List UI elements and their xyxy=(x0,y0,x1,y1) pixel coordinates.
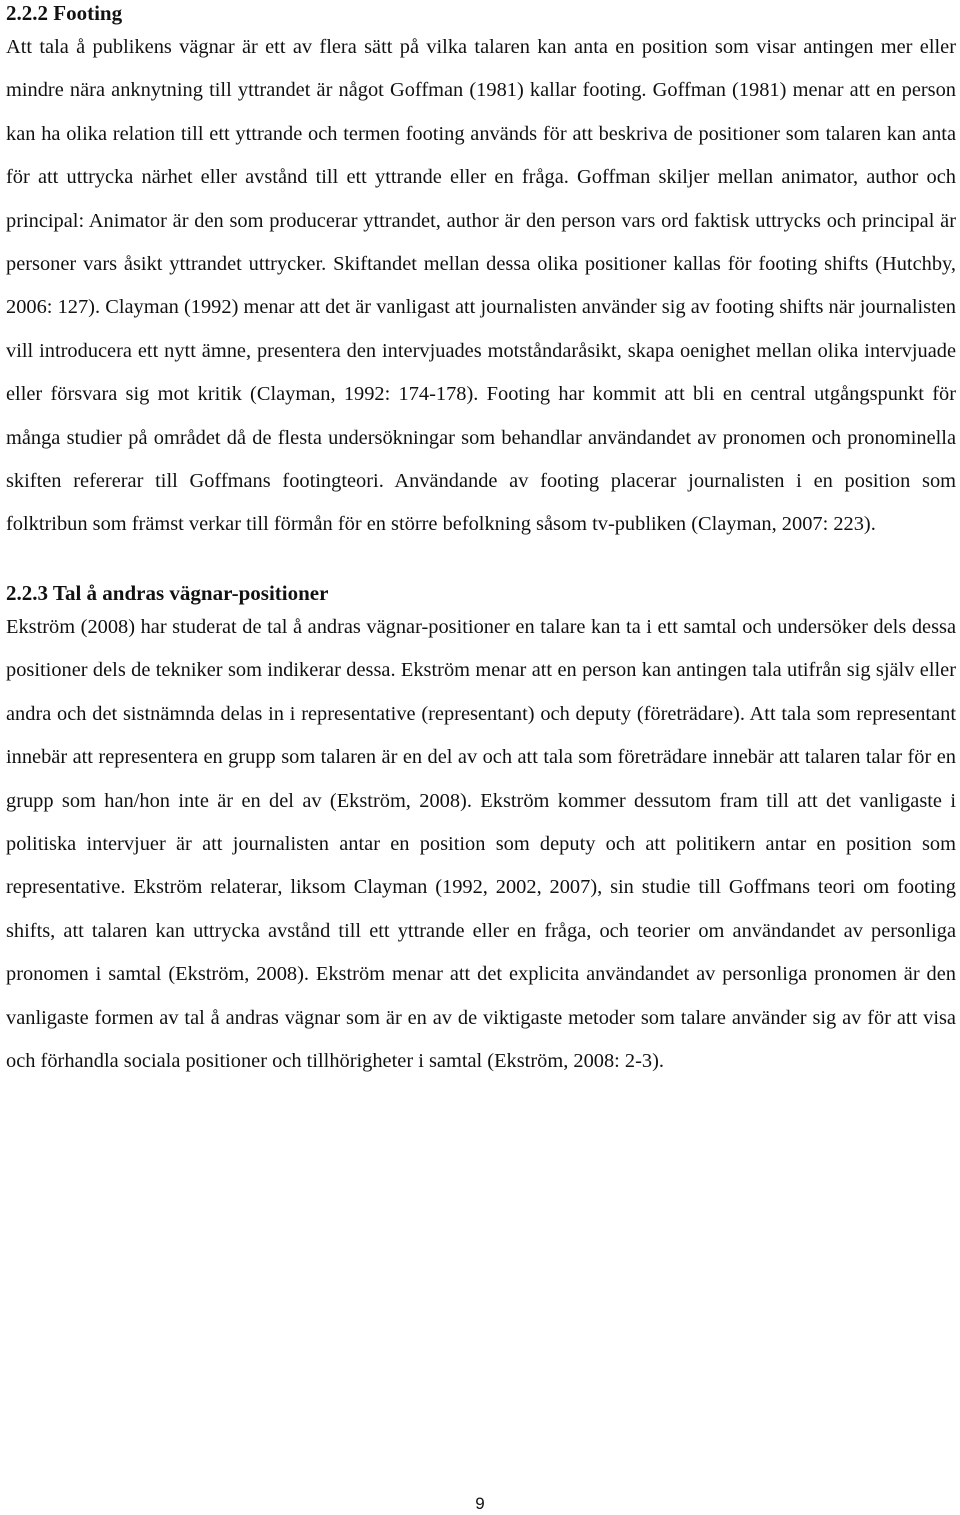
section-heading-tal-a-andras-vagnar: 2.2.3 Tal å andras vägnar-positioner xyxy=(6,580,329,605)
paragraph-footing: Att tala å publikens vägnar är ett av flera sätt på vilka talaren kan anta en position som visar antingen mer eller mindre nära anknytning till yttrandet är något Goffman (1981) kallar footing. Goffman (1981) menar att en person kan ha olika relation till ett yttrande och termen footing används för att beskriva de positioner som talaren kan anta för att uttrycka närhet eller avstånd till ett yttrande eller en fråga. Goffman skiljer mellan animator, author och principal: Animator är den som producerar yttrandet, author är den person vars ord faktisk uttrycks och principal är personer vars åsikt yttrandet uttrycker. Skiftandet mellan dessa olika positioner kallas för footing shifts (Hutchby, 2006: 127). Clayman (1992) menar att det är vanligast att journalisten använder sig av footing shifts när journalisten vill introducera ett nytt ämne, presentera den intervjuades motståndaråsikt, skapa oenighet mellan olika intervjuade eller försvara sig mot kritik (Clayman, 1992: 174-178). Footing har kommit att bli en central utgångspunkt för många studier på området då de flesta undersökningar som behandlar användandet av pronomen och pronominella skiften refererar till Goffmans footingteori. Användande av footing placerar journalisten i en position som folktribun som främst verkar till förmån för en större befolkning såsom tv-publiken (Clayman, 2007: 223). xyxy=(6,36,956,536)
paragraph-tal-a-andras-vagnar: Ekström (2008) har studerat de tal å andras vägnar-positioner en talare kan ta i ett samtal och undersöker dels dessa positioner dels de tekniker som indikerar dessa. Ekström menar att en person kan antingen tala utifrån sig själv eller andra och det sistnämnda delas in i representative (representant) och deputy (företrädare). Att tala som representant innebär att representera en grupp som talaren är en del av och att tala som företrädare innebär att talaren talar för en grupp som han/hon inte är en del av (Ekström, 2008). Ekström kommer dessutom fram till att det vanligaste i politiska intervjuer är att journalisten antar en position som deputy och att politikern antar en position som representative. Ekström relaterar, liksom Clayman (1992, 2002, 2007), sin studie till Goffmans teori om footing shifts, att talaren kan uttrycka avstånd till ett yttrande eller en fråga, och teorier om användandet av personliga pronomen i samtal (Ekström, 2008). Ekström menar att det explicita användandet av personliga pronomen är den vanligaste formen av tal å andras vägnar som är en av de viktigaste metoder som talare använder sig av för att visa och förhandla sociala positioner och tillhörigheter i samtal (Ekström, 2008: 2-3). xyxy=(6,615,956,1072)
document-page xyxy=(6,0,956,1083)
page-number: 9 xyxy=(475,1494,485,1513)
section-heading-footing: 2.2.2 Footing xyxy=(6,1,123,25)
